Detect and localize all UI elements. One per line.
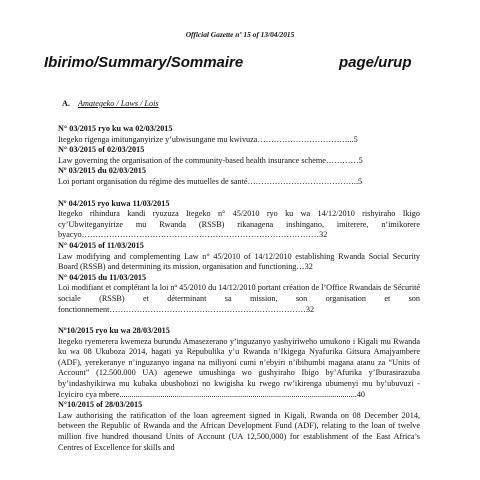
page-number: 5 [353,134,358,144]
law-number: N°10/2015 of 28/03/2015 [58,400,143,410]
law-description [58,337,420,401]
leader-dots: .................................................................................................................... [119,389,357,399]
law-description [58,177,420,188]
toc-line [58,124,420,145]
leader-dots: ……………………………………………………………… [109,304,306,314]
toc-line [58,400,420,453]
law-number: N° 04/2015 of 11/03/2015 [58,240,144,250]
page-number: 5 [358,176,363,186]
law-number: Nº 04/2015 ryo kuwa 11/03/2015 [58,198,170,208]
law-description [58,135,420,146]
section-title [62,99,159,108]
toc-line [58,326,420,400]
leader-dots: …………………………………………………………………………… [81,230,320,240]
law-title: Itegeko rihindura kandi ryuzuza Itegeko n° 45/2010 ryo ku wa 14/12/2010 rishyiraho Ikigo cy’Ubwiteganyirize mu Rwanda (RSSB) rikanagena inshingano, imiterere, n’imikorere byacyo [58,209,420,240]
summary-title: Ibirimo/Summary/Sommaire [44,54,244,71]
law-title: Loi modifiant et complétant la loi nº 45/2010 du 14/12/2010 portant création de l’Office Rwandais de Sécurité sociale (RSSB) et déterminant sa mission, son organisation et son fonctionnement [58,283,420,314]
page-number: 32 [305,304,315,314]
toc-line [58,273,420,315]
leader-dots: ………………………………….. [247,176,359,186]
page-number: 32 [304,262,313,272]
table-of-contents [58,124,420,464]
law-number: N° 03/2015 of 02/03/2015 [58,145,145,155]
law-title: Itegeko ryemerera kwemeza burundu Amasezerano y’inguzanyo yashyiriweho umukono i Kigali mu Rwanda ku wa 08 Ukuboza 2014, hagati ya Repubulika y’u Rwanda n’Ikigega Nyafurika Gitsura Amajyambere (ADF), yerekeranye n’inguzanyo ingana na miliyoni cumi n’ebyiri n’ibihumbi magana atanu za “Units of Account” (12.500.000 UA) agenewe umushinga wo gushyiraho Ibigo by’Afurika y’Iburasirazuba by’indashyikirwa mu kubaka ubushobozi no kwigisha ku rwego rw’ikirenga ubumenyi mu by’ubuvuzi - Icyiciro cya mbere [58,336,420,399]
law-description [58,156,420,167]
toc-entry-group [58,326,420,453]
toc-line [58,241,420,273]
law-title: Law modifying and complementing Law n° 45/2010 of 14/12/2010 establishing Rwanda Social Security Board (RSSB) and determining its mission, organisation and functioning [58,251,420,272]
section-letter: A. [62,99,70,108]
law-number: N° 03/2015 ryo ku wa 02/03/2015 [58,124,173,133]
leader-dots: ……………………………... [257,134,354,144]
law-description [58,283,420,315]
page-number: 32 [319,230,328,240]
law-title: Loi portant organisation du régime des mutuelles de santé [58,176,248,186]
section-title-text: Amategeko / Laws / Lois [78,99,159,108]
law-number: Nº 03/2015 du 02/03/2015 [58,166,146,176]
law-title: Itegeko rigenga imitunganyirize y’ubwisungane mu kwivuza [58,134,258,144]
page-column-label: page/urup [339,54,412,71]
leader-dots: … [296,262,305,272]
toc-entry-group [58,199,420,316]
law-title: Law authorising the ratification of the loan agreement signed in Kigali, Rwanda on 08 December 2014, between the Republic of Rwanda and the African Development Fund (ADF), relating to the loan of twelve million five hundred thousand Units of Account (UA 12,500,000) for establishment of the East Africa’s Centres of Excellence for skills and [58,410,420,452]
law-description [58,209,420,241]
law-number: N° 04/2015 du 11/03/2015 [58,272,147,282]
law-number: Nº10/2015 ryo ku wa 28/03/2015 [58,326,170,336]
toc-entry-group [58,124,420,188]
summary-heading [44,54,444,71]
page-number: 5 [358,155,363,165]
leader-dots: ………… [325,155,359,165]
gazette-header: Official Gazette nº 15 of 13/04/2015 [185,30,295,39]
law-title: Law governing the organisation of the community-based health insurance scheme [58,155,326,165]
law-description [58,252,420,273]
toc-line [58,145,420,166]
toc-line [58,199,420,241]
toc-line [58,166,420,187]
law-description [58,411,420,453]
page-number: 40 [356,389,365,399]
